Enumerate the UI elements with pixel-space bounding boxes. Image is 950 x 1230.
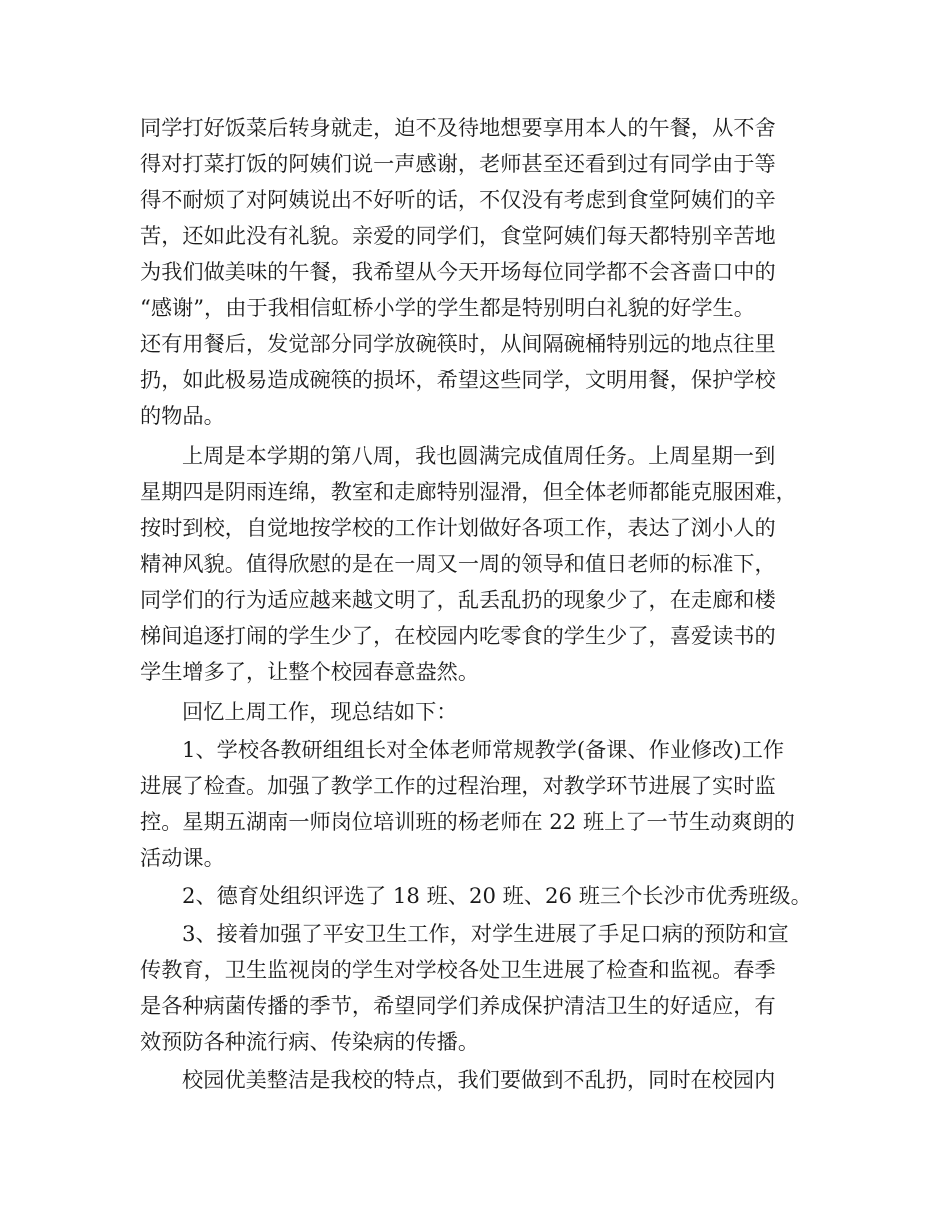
- text-line: 还有用餐后，发觉部分同学放碗筷时，从间隔碗桶特别远的地点往里: [140, 331, 776, 356]
- text-line: 1、学校各教研组组长对全体老师常规教学(备课、作业修改)工作: [182, 737, 785, 762]
- text-line: 3、接着加强了平安卫生工作，对学生进展了手足口病的预防和宣: [182, 921, 789, 946]
- text-line: 扔，如此极易造成碗筷的损坏，希望这些同学，文明用餐，保护学校: [140, 367, 776, 392]
- text-line: 效预防各种流行病、传染病的传播。: [140, 1029, 480, 1054]
- text-line: 星期四是阴雨连绵，教室和走廊特别湿滑，但全体老师都能克服困难，: [140, 479, 797, 504]
- text-line: 是各种病菌传播的季节，希望同学们养成保护清洁卫生的好适应，有: [140, 993, 776, 1018]
- text-line: 回忆上周工作，现总结如下：: [182, 699, 458, 724]
- text-line: 上周是本学期的第八周，我也圆满完成值周任务。上周星期一到: [182, 443, 776, 468]
- text-line: 梯间追逐打闹的学生少了，在校园内吃零食的学生少了，喜爱读书的: [140, 623, 776, 648]
- text-line: 传教育，卫生监视岗的学生对学校各处卫生进展了检查和监视。春季: [140, 957, 776, 982]
- text-line: 得对打菜打饭的阿姨们说一声感谢，老师甚至还看到过有同学由于等: [140, 151, 776, 176]
- text-line: 校园优美整洁是我校的特点，我们要做到不乱扔，同时在校园内: [182, 1067, 776, 1092]
- text-line: 2、德育处组织评选了 18 班、20 班、26 班三个长沙市优秀班级。: [182, 883, 812, 908]
- text-line: 控。星期五湖南一师岗位培训班的杨老师在 22 班上了一节生动爽朗的: [140, 809, 795, 834]
- text-line: 进展了检查。加强了教学工作的过程治理，对教学环节进展了实时监: [140, 773, 776, 798]
- text-line: 活动课。: [140, 845, 225, 870]
- text-line: “感谢”，由于我相信虹桥小学的学生都是特别明白礼貌的好学生。: [140, 295, 755, 320]
- text-line: 的物品。: [140, 403, 225, 428]
- text-line: 同学们的行为适应越来越文明了，乱丢乱扔的现象少了，在走廊和楼: [140, 587, 776, 612]
- text-line: 苦，还如此没有礼貌。亲爱的同学们，食堂阿姨们每天都特别辛苦地: [140, 223, 776, 248]
- text-line: 同学打好饭菜后转身就走，迫不及待地想要享用本人的午餐，从不舍: [140, 115, 776, 140]
- text-line: 得不耐烦了对阿姨说出不好听的话，不仅没有考虑到食堂阿姨们的辛: [140, 187, 776, 212]
- text-line: 学生增多了，让整个校园春意盎然。: [140, 659, 480, 684]
- text-line: 为我们做美味的午餐，我希望从今天开场每位同学都不会吝啬口中的: [140, 259, 776, 284]
- text-line: 按时到校，自觉地按学校的工作计划做好各项工作，表达了浏小人的: [140, 515, 776, 540]
- text-line: 精神风貌。值得欣慰的是在一周又一周的领导和值日老师的标准下，: [140, 551, 776, 576]
